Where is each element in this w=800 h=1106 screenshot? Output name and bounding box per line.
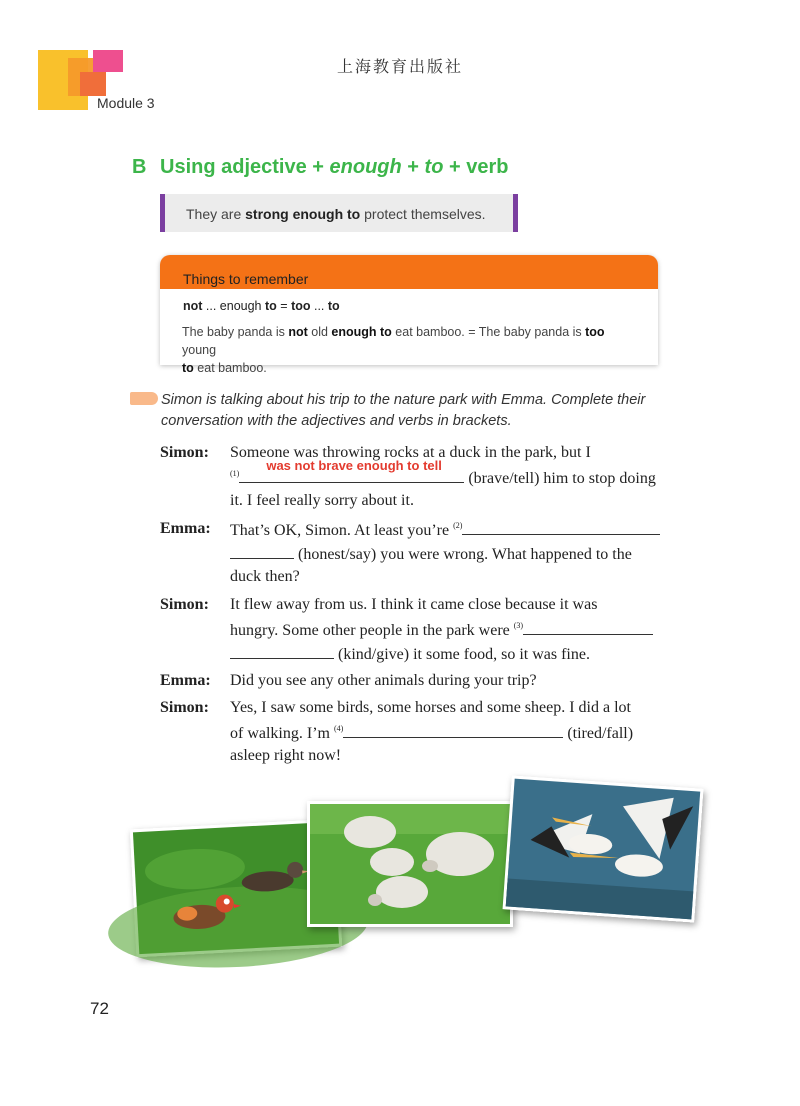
answer-blank-1[interactable] — [239, 458, 464, 483]
instruction-tab-icon — [130, 392, 158, 405]
remember-example: The baby panda is not old enough to eat bamboo. = The baby panda is too young to eat bamboo. — [182, 325, 605, 375]
remember-heading: Things to remember — [183, 271, 309, 287]
dialogue-line: Yes, I saw some birds, some horses and some sheep. I did a lot — [230, 699, 631, 716]
answer-blank-3[interactable] — [523, 620, 653, 635]
blank-number: (2) — [453, 521, 463, 530]
publisher-name: 上海教育出版社 — [336, 57, 463, 76]
dialogue-line: Did you see any other animals during your trip? — [230, 672, 537, 689]
dialogue-line: asleep right now! — [230, 747, 342, 764]
remember-rule: not ... enough to = too ... to — [183, 299, 340, 313]
dialogue-line: duck then? — [230, 568, 300, 585]
speaker-label: Simon: — [160, 699, 209, 716]
dialogue-line: (honest/say) you were wrong. What happened to the — [230, 544, 632, 564]
sheep-photo — [307, 801, 513, 927]
dialogue-line: of walking. I’m $^{(4)}$ (tired/fall) — [230, 724, 634, 742]
speaker-label: Emma: — [160, 672, 211, 689]
module-label: Module 3 — [97, 95, 155, 111]
dialogue-line: Someone was throwing rocks at a duck in the park, but I — [230, 444, 591, 461]
dialogue-line: It flew away from us. I think it came close because it was — [230, 596, 598, 613]
speaker-label: Emma: — [160, 520, 211, 537]
section-letter: B — [132, 156, 147, 178]
page-number: 72 — [90, 999, 109, 1018]
instruction-text: Simon is talking about his trip to the nature park with Emma. Complete their conversation with the adjectives and verbs in brackets. — [161, 392, 646, 429]
blank-number: (1) — [230, 469, 240, 478]
dialogue-line: (kind/give) it some food, so it was fine. — [230, 644, 590, 664]
answer-blank-3-cont[interactable] — [230, 644, 334, 659]
example-sentence: They are strong enough to protect themselves. — [186, 206, 486, 222]
sheep-illustration — [310, 804, 510, 924]
answer-blank-2-cont[interactable] — [230, 544, 294, 559]
speaker-label: Simon: — [160, 596, 209, 613]
dialogue-line: $^{(1)}$ was not brave enough to tell (brave/tell) him to stop doing — [230, 458, 656, 487]
answer-blank-2[interactable] — [462, 520, 660, 535]
pelican-photo — [503, 775, 704, 922]
blank-number: (4) — [333, 724, 344, 733]
speaker-label: Simon: — [160, 444, 209, 461]
pelican-illustration — [506, 779, 700, 920]
dialogue-line: it. I feel really sorry about it. — [230, 492, 414, 509]
dialogue-line: hungry. Some other people in the park were $^{(3)}$ — [230, 620, 653, 640]
dialogue-line: That’s OK, Simon. At least you’re $^{(2)}$ — [230, 520, 660, 540]
answer-blank-4[interactable] — [343, 723, 563, 738]
blank-number: (3) — [513, 621, 524, 630]
answer-text: was not brave enough to tell — [266, 458, 442, 473]
remember-box — [160, 255, 658, 375]
section-title: Using adjective + enough + to + verb — [160, 156, 509, 178]
